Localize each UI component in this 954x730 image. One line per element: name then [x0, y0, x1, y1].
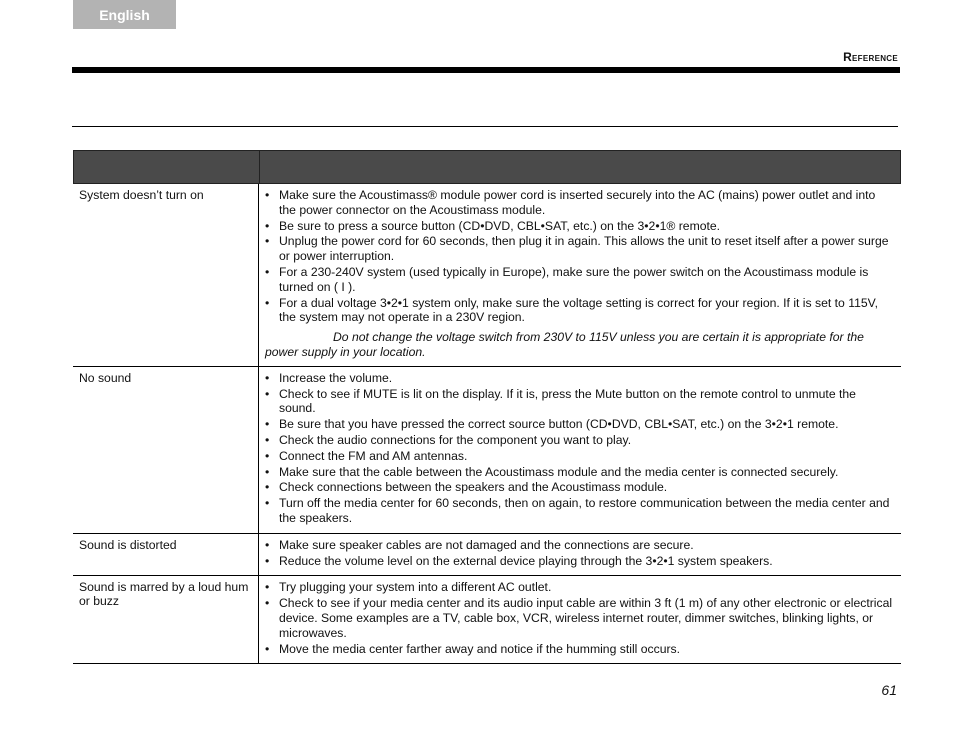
list-item: • Increase the volume. [265, 371, 895, 386]
list-item: • Unplug the power cord for 60 seconds, then plug it in again. This allows the unit to reset itself after a power surge or power interruption. [265, 234, 895, 264]
list-item: • Make sure the Acoustimass® module power cord is inserted securely into the AC (mains) power outlet and into the power connector on the Acoustimass module. [265, 188, 895, 218]
page-number: 61 [881, 682, 897, 698]
list-item: • Make sure that the cable between the Acoustimass module and the media center is connected securely. [265, 465, 895, 480]
list-item: • Check the audio connections for the component you want to play. [265, 433, 895, 448]
header-divider [259, 151, 260, 183]
list-item: • Connect the FM and AM antennas. [265, 449, 895, 464]
language-tab[interactable]: English [73, 0, 176, 29]
solution-cell [259, 534, 901, 576]
list-item: • Check to see if MUTE is lit on the display. If it is, press the Mute button on the remote control to unmute the sound. [265, 387, 895, 417]
troubleshooting-table [73, 184, 901, 664]
problem-cell: System doesn’t turn on [73, 184, 259, 366]
solution-list [265, 371, 895, 526]
list-item: • Check connections between the speakers and the Acoustimass module. [265, 480, 895, 495]
caution-note: Do not change the voltage switch from 230V to 115V unless you are certain it is appropriate for the power supply in your location. [265, 330, 864, 359]
list-item: • Check to see if your media center and its audio input cable are within 3 ft (1 m) of any other electronic or electrical device. Some examples are a TV, cable box, VCR, wireless internet router, dimmer switches, blinking lights, or microwaves. [265, 596, 895, 640]
table-row [73, 184, 901, 367]
table-row [73, 534, 901, 577]
problem-cell: Sound is marred by a loud hum or buzz [73, 576, 259, 663]
problem-cell: Sound is distorted [73, 534, 259, 576]
list-item: • Move the media center farther away and notice if the humming still occurs. [265, 642, 895, 657]
list-item: • Try plugging your system into a different AC outlet. [265, 580, 895, 595]
solution-cell [259, 576, 901, 663]
list-item: • For a dual voltage 3•2•1 system only, make sure the voltage setting is correct for your region. If it is set to 115V, the system may not operate in a 230V region. [265, 296, 895, 326]
solution-list [265, 188, 895, 325]
list-item: • Turn off the media center for 60 seconds, then on again, to restore communication between the media center and the speakers. [265, 496, 895, 526]
list-item: • For a 230-240V system (used typically in Europe), make sure the power switch on the Acoustimass module is turned on ( I ). [265, 265, 895, 295]
list-item: • Be sure to press a source button (CD•DVD, CBL•SAT, etc.) on the 3•2•1® remote. [265, 219, 895, 234]
table-header [73, 150, 901, 184]
list-item: • Reduce the volume level on the external device playing through the 3•2•1 system speakers. [265, 554, 895, 569]
problem-cell: No sound [73, 367, 259, 533]
solution-list [265, 538, 895, 569]
list-item: • Make sure speaker cables are not damaged and the connections are secure. [265, 538, 895, 553]
table-row [73, 576, 901, 664]
solution-cell [259, 184, 901, 366]
solution-list [265, 580, 895, 656]
table-row [73, 367, 901, 534]
header-rule [72, 67, 900, 73]
list-item: • Be sure that you have pressed the correct source button (CD•DVD, CBL•SAT, etc.) on the 3•2•1 remote. [265, 417, 895, 432]
solution-cell [259, 367, 901, 533]
section-title: Reference [843, 50, 898, 64]
title-rule [72, 126, 898, 127]
